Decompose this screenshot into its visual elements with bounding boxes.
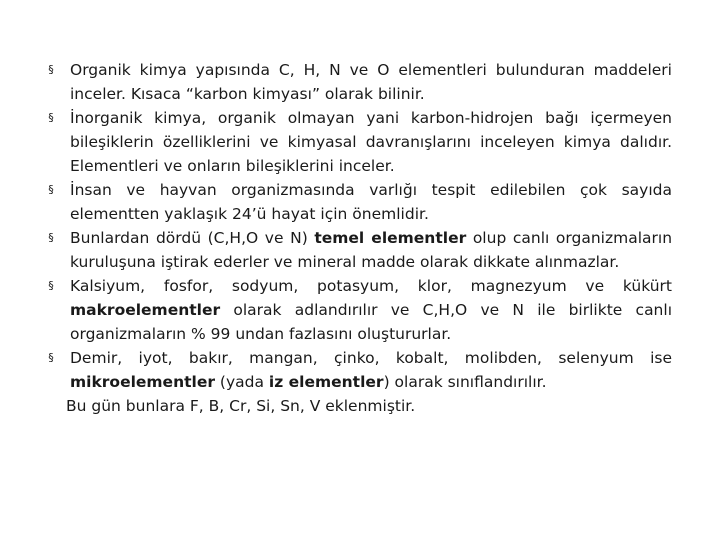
bullet-marker-icon: § (48, 351, 54, 364)
bullet-item (44, 274, 672, 346)
bold-term: mikroelementler (70, 373, 215, 391)
bullet-text: olarak adlandırılır ve C,H,O ve N ile birlikte canlı organizmaların % 99 undan fazlasını oluştururlar. (70, 301, 672, 343)
bullet-text: Bunlardan dördü (C,H,O ve N) (70, 229, 315, 247)
bullet-marker-icon: § (48, 183, 54, 196)
bullet-item (44, 58, 672, 106)
bullet-text: Kalsiyum, fosfor, sodyum, potasyum, klor, magnezyum ve kükürt (70, 277, 672, 295)
bold-term: temel elementler (314, 229, 467, 247)
bullet-text: olup canlı organizmaların kuruluşuna iştirak ederler ve mineral madde olarak dikkate alınmazlar. (70, 229, 673, 271)
bold-term: makroelementler (70, 301, 221, 319)
bullet-marker-icon: § (48, 231, 54, 244)
bullet-text: Demir, iyot, bakır, mangan, çinko, kobalt, molibden, selenyum ise (70, 349, 672, 367)
bullet-marker-icon: § (48, 279, 54, 292)
bullet-text: İnorganik kimya, organik olmayan yani karbon-hidrojen bağı içermeyen bileşiklerin özelliklerini ve kimyasal davranışlarını inceleyen kimya dalıdır. Elementleri ve onların bileşiklerini inceler. (70, 109, 672, 175)
bullet-marker-icon: § (48, 111, 54, 124)
bullet-item (44, 346, 672, 394)
bullet-text: Organik kimya yapısında C, H, N ve O elementleri bulunduran maddeleri inceler. Kısaca “karbon kimyası” olarak bilinir. (70, 61, 672, 103)
bullet-marker-icon: § (48, 63, 54, 76)
bullet-text: ) olarak sınıflandırılır. (383, 373, 547, 391)
trailing-note: Bu gün bunlara F, B, Cr, Si, Sn, V eklenmiştir. (66, 397, 416, 415)
bullet-item (44, 178, 672, 226)
bullet-item (44, 106, 672, 178)
bullet-item (44, 226, 672, 274)
bullet-text: (yada (214, 373, 269, 391)
bullet-list (44, 58, 672, 418)
bullet-text: İnsan ve hayvan organizmasında varlığı tespit edilebilen çok sayıda elementten yaklaşık 24’ü hayat için önemlidir. (70, 181, 672, 223)
bold-term: iz elementler (268, 373, 384, 391)
